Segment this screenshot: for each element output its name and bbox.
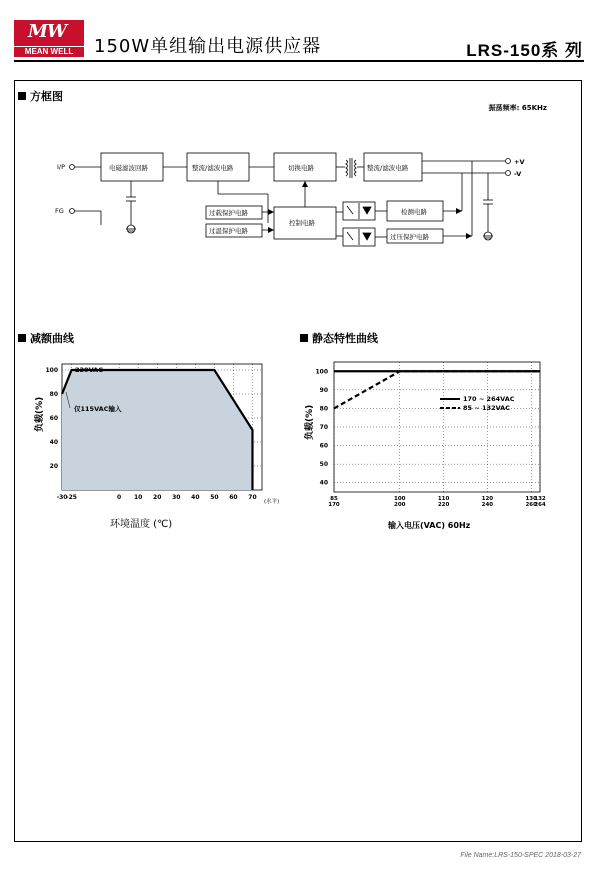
legend-dashed-label: 85 ~ 132VAC: [463, 404, 510, 412]
static-ytick: 60: [319, 442, 328, 450]
switch-label: 切换电路: [288, 164, 314, 172]
static-ytick: 90: [319, 386, 328, 394]
derating-ytick: 100: [45, 367, 58, 374]
derating-xtick: 30: [172, 494, 181, 501]
static-ytick: 40: [319, 479, 328, 487]
otp-label: 过温保护电路: [209, 227, 248, 235]
derating-xlabel: 环境温度 (℃): [110, 519, 173, 530]
static-ytick: 80: [319, 405, 328, 413]
derating-xtick: 50: [210, 494, 219, 501]
static-xtick-top: 100: [394, 496, 406, 502]
derating-ylabel: 负载(%): [35, 396, 45, 432]
static-ytick: 70: [319, 424, 328, 431]
annotation-115vac: 仅115VAC输入: [74, 405, 122, 413]
static-ytick: 100: [315, 368, 328, 376]
derating-title: 减额曲线: [30, 332, 74, 345]
static-xtick-bottom: 200: [394, 502, 406, 508]
static-legend: [440, 395, 515, 412]
derating-ytick: 60: [49, 415, 58, 422]
brand-mark: MW: [28, 21, 67, 42]
derating-xtick: -30: [56, 494, 68, 501]
brand-name: MEAN WELL: [14, 47, 84, 57]
derating-ytick: 20: [49, 463, 58, 470]
static-xtick-top: 130: [525, 496, 537, 502]
derating-x-unit: (水平): [264, 499, 280, 505]
rect1-label: 整流/滤波电路: [192, 164, 234, 172]
static-xtick-bottom: 260: [525, 502, 537, 508]
annotation-230vac: 230VAC: [75, 366, 103, 374]
static-xtick-bottom: 220: [437, 502, 450, 508]
static-xtick-top: 85: [330, 496, 338, 502]
static-xtick-bottom: 170: [328, 502, 340, 508]
emi-label: 电磁滤波回路: [109, 164, 148, 172]
static-xtick-top: 132: [534, 496, 546, 502]
static-xtick-top: 120: [481, 496, 494, 502]
oscillation-frequency: 振荡频率: 65KHz: [488, 104, 547, 112]
static-xlabel: 输入电压(VAC) 60Hz: [388, 521, 471, 530]
control-label: 控制电路: [289, 219, 315, 227]
block-diagram-title: 方框图: [30, 90, 63, 103]
static-xtick-top: 110: [437, 496, 450, 502]
detect-label: 检测电路: [401, 208, 427, 216]
derating-xtick: 0: [117, 494, 122, 501]
derating-xtick: 70: [248, 494, 257, 501]
footer-file-name: File Name:LRS-150-SPEC 2018-03-27: [460, 852, 581, 859]
static-xtick-bottom: 240: [481, 502, 494, 508]
rect2-label: 整流/滤波电路: [367, 164, 409, 172]
vminus-label: -V: [514, 170, 522, 178]
model-name: LRS-150系 列: [466, 41, 583, 60]
ovp-label: 过压保护电路: [390, 233, 429, 241]
derating-xtick: 60: [229, 494, 238, 501]
static-xtick-bottom: 264: [534, 502, 546, 508]
vplus-label: +V: [514, 158, 525, 166]
derating-ytick: 80: [49, 391, 58, 398]
static-ylabel: 负载(%): [305, 404, 315, 440]
derating-xtick: -25: [66, 494, 77, 501]
derating-ytick: 40: [49, 439, 58, 446]
derating-xtick: 40: [191, 494, 200, 501]
derating-xtick: 20: [153, 494, 162, 501]
legend-solid-label: 170 ~ 264VAC: [463, 395, 515, 403]
fg-label: FG: [55, 207, 64, 215]
page-title: 150W单组输出电源供应器: [94, 36, 322, 57]
ip-label: I/P: [57, 163, 66, 171]
derating-xtick: 10: [134, 494, 143, 501]
static-ytick: 50: [319, 461, 328, 469]
static-title: 静态特性曲线: [312, 332, 378, 345]
olp-label: 过载保护电路: [209, 209, 248, 217]
